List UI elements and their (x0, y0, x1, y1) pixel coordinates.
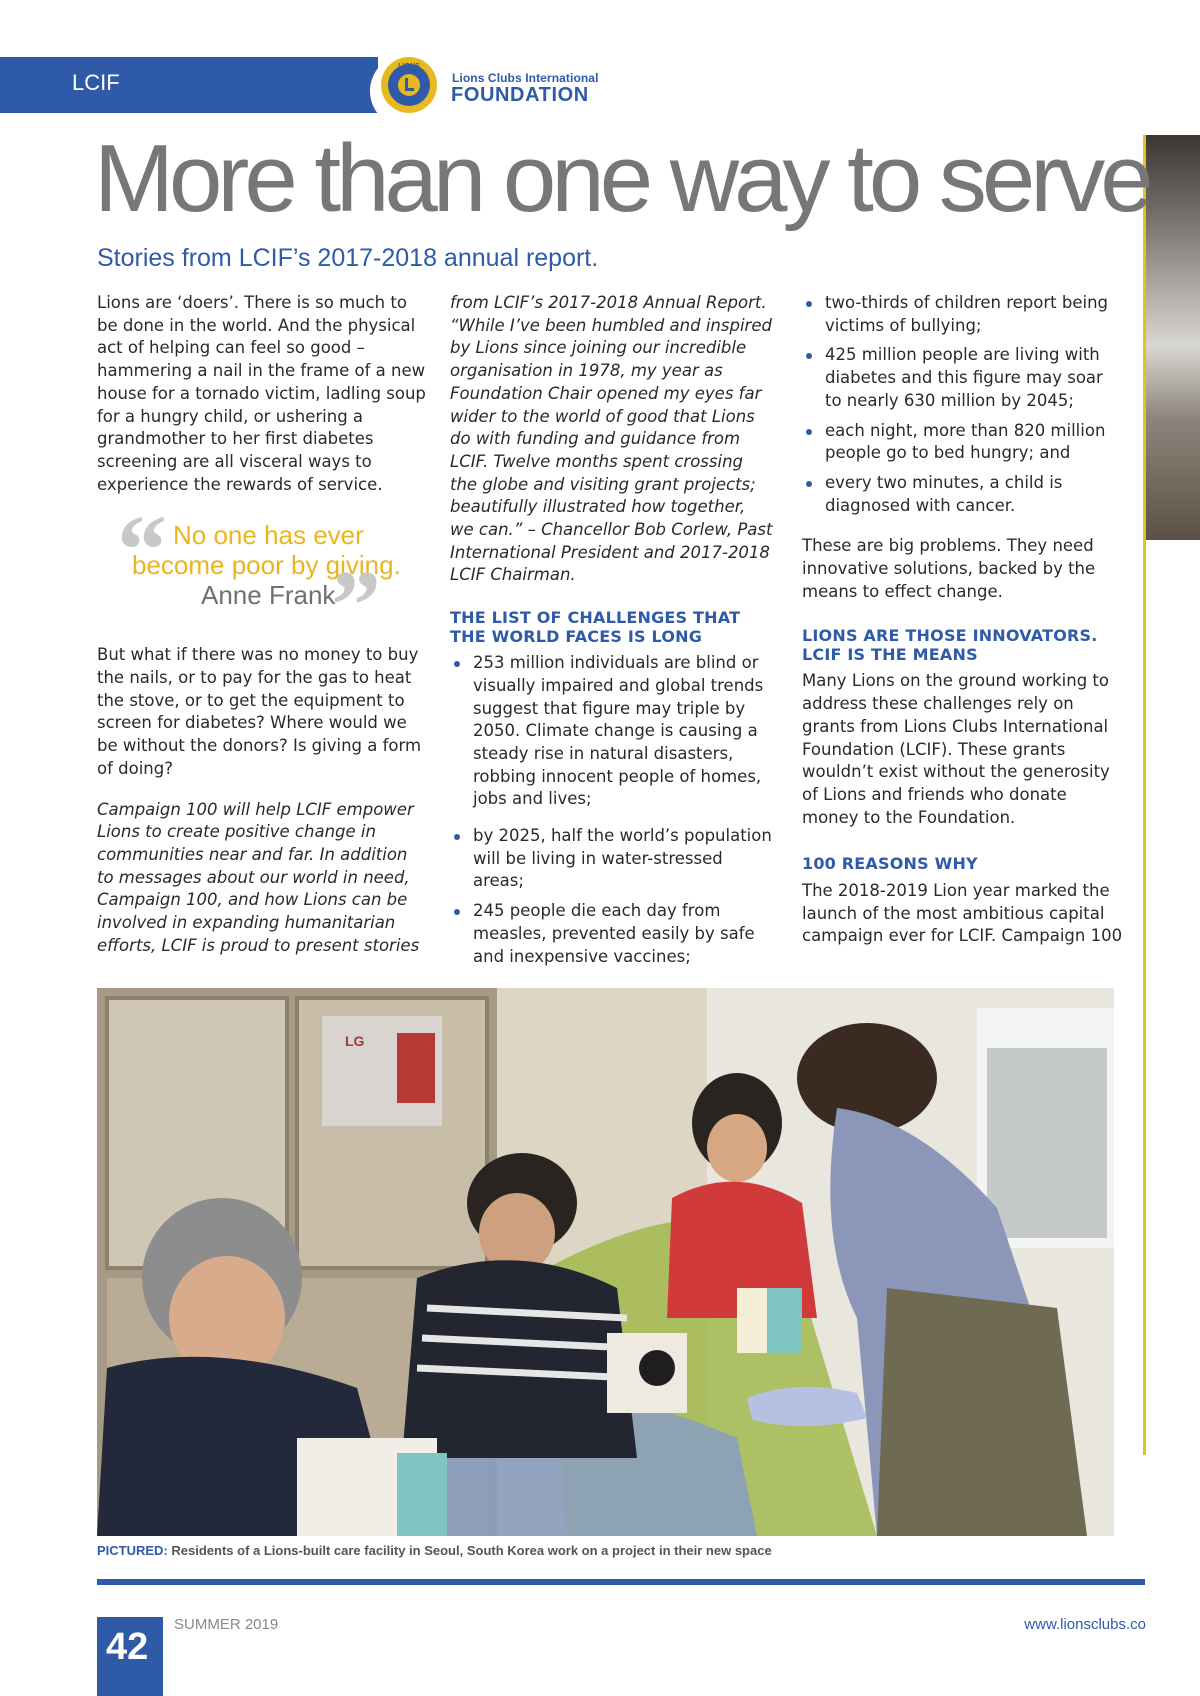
side-photo (1146, 135, 1200, 540)
issue-label: SUMMER 2019 (174, 1616, 279, 1633)
photo-scene (97, 988, 1114, 1536)
close-quote-icon: ” (331, 550, 381, 662)
website-link[interactable]: www.lionsclubs.co (1024, 1616, 1146, 1633)
list-item: by 2025, half the world’s population will be living in water-stressed areas; (450, 825, 774, 893)
box-label: LG (345, 1033, 365, 1049)
article-title: More than one way to serve (94, 125, 1149, 232)
column-1 (97, 292, 427, 975)
section-band (0, 57, 378, 113)
paragraph: The 2018-2019 Lion year marked the launch of the most ambitious capital campaign ever for LCIF. Campaign 100 (802, 880, 1123, 946)
logo-emblem-text: LIONS (398, 63, 420, 70)
list-item: 245 people die each day from measles, prevented easily by safe and inexpensive vaccines; (450, 900, 774, 968)
pull-quote (97, 494, 427, 662)
challenge-list (450, 652, 774, 968)
org-name: Lions Clubs International (452, 71, 599, 85)
paragraph: Many Lions on the ground working to address these challenges rely on grants from Lions Clubs International Foundation (LCIF). These grants wouldn’t exist without the generosity of Lions and friends who donate money to the Foundation. (802, 671, 1110, 827)
challenge-list-continued (802, 292, 1124, 517)
list-item: each night, more than 820 million people go to bed hungry; and (802, 420, 1124, 465)
quote-line: become poor by giving. (132, 550, 401, 581)
quote-line: No one has ever (173, 520, 364, 551)
open-quote-icon: “ (117, 494, 167, 606)
quote-author: Anne Frank (201, 580, 336, 611)
section-label: LCIF (72, 70, 120, 95)
section-heading: 100 REASONS WHY (802, 854, 978, 874)
paragraph: Campaign 100 will help LCIF empower Lions to create positive change in communities near and far. In addition to messages about our world in need, Campaign 100, and how Lions can be involved in expanding humanitarian efforts, LCIF is proud to present stories (97, 799, 420, 955)
section-heading: THE LIST OF CHALLENGES THAT THE WORLD FACES IS LONG (450, 608, 741, 646)
article-subtitle: Stories from LCIF’s 2017-2018 annual report. (97, 244, 599, 272)
page-number: 42 (106, 1626, 149, 1668)
list-item: every two minutes, a child is diagnosed with cancer. (802, 472, 1124, 517)
caption-lead: PICTURED: (97, 1543, 168, 1558)
main-photo (97, 988, 1114, 1536)
list-item: 253 million individuals are blind or visually impaired and global trends suggest that figure may triple by 2050. Climate change is causing a steady rise in natural disasters, robbing innocent people of homes, jobs and lives; (450, 652, 774, 811)
footer-rule (97, 1579, 1145, 1585)
column-2 (450, 292, 774, 986)
foundation-wordmark: FOUNDATION (451, 84, 589, 106)
paragraph: These are big problems. They need innovative solutions, backed by the means to effect change. (802, 536, 1096, 601)
column-3 (802, 292, 1124, 966)
paragraph: from LCIF’s 2017-2018 Annual Report. “While I’ve been humbled and inspired by Lions since joining our incredible organisation in 1978, my year as Foundation Chair opened my eyes far wider to the world of good that Lions do with funding and guidance from LCIF. Twelve months spent crossing the globe and visiting grant projects; beautifully illustrated how together, we can.” – Chancellor Bob Corlew, Past International President and 2017-2018 LCIF Chairman. (450, 293, 773, 585)
section-heading: LIONS ARE THOSE INNOVATORS. LCIF IS THE MEANS (802, 626, 1098, 664)
paragraph: But what if there was no money to buy the nails, or to pay for the gas to heat the stove, or to get the equipment to screen for diabetes? Where would we be without the donors? Is giving a form of doing? (97, 645, 422, 778)
list-item: 425 million people are living with diabetes and this figure may soar to nearly 630 million by 2045; (802, 344, 1124, 412)
lions-logo-icon (380, 56, 438, 114)
caption-text: Residents of a Lions-built care facility in Seoul, South Korea work on a project in their new space (167, 1543, 772, 1558)
list-item: two-thirds of children report being victims of bullying; (802, 292, 1124, 337)
paragraph: Lions are ‘doers’. There is so much to be done in the world. And the physical act of helping can feel so good – hammering a nail in the frame of a new house for a tornado victim, ladling soup for a hungry child, or ushering a grandmother to her first diabetes screening are all visceral ways to experience the rewards of service. (97, 293, 426, 494)
photo-caption (97, 1543, 772, 1558)
